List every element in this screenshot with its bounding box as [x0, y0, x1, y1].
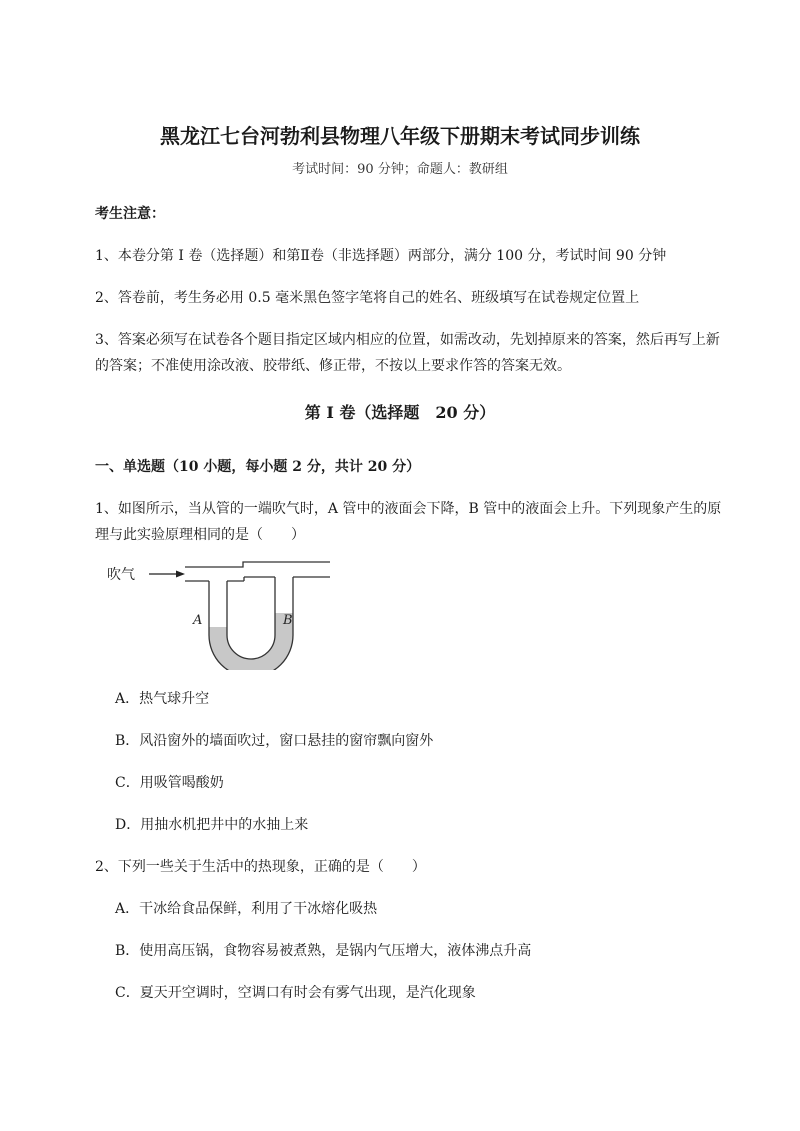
option-d[interactable]: D．用抽水机把井中的水抽上来 [115, 817, 309, 833]
option-c[interactable]: C．用吸管喝酸奶 [115, 775, 224, 791]
option-b[interactable]: B．使用高压锅，食物容易被煮熟，是锅内气压增大，液体沸点升高 [115, 943, 532, 959]
notice-heading: 考生注意： [95, 206, 165, 222]
question-1-stem: 1、如图所示，当从管的一端吹气时，A 管中的液面会下降，B 管中的液面会上升。下列现象产生的原 [95, 501, 722, 517]
question-2-stem: 2、下列一些关于生活中的热现象，正确的是（ ） [95, 859, 426, 875]
question-1-stem-continued: 理与此实验原理相同的是（ ） [95, 527, 305, 543]
u-tube-figure [105, 555, 345, 670]
blow-label: 吹气 [107, 567, 135, 583]
option-b[interactable]: B．风沿窗外的墙面吹过，窗口悬挂的窗帘飘向窗外 [115, 733, 434, 749]
notice-item-continued: 的答案；不准使用涂改液、胶带纸、修正带，不按以上要求作答的答案无效。 [95, 358, 571, 374]
label-b: B [283, 613, 293, 628]
page-title: 黑龙江七台河勃利县物理八年级下册期末考试同步训练 [160, 124, 640, 148]
part-title: 一、单选题（10 小题，每小题 2 分，共计 20 分） [95, 459, 421, 475]
option-a[interactable]: A．干冰给食品保鲜，利用了干冰熔化吸热 [115, 901, 378, 917]
label-a: A [193, 613, 203, 628]
notice-item: 2、答卷前，考生务必用 0.5 毫米黑色签字笔将自己的姓名、班级填写在试卷规定位置上 [95, 290, 640, 306]
section-title: 第 I 卷（选择题 20 分） [304, 403, 496, 422]
notice-item: 3、答案必须写在试卷各个题目指定区域内相应的位置，如需改动，先划掉原来的答案，然后再写上新 [95, 332, 720, 348]
option-a[interactable]: A．热气球升空 [115, 691, 210, 707]
exam-info: 考试时间：90 分钟；命题人：教研组 [292, 162, 508, 177]
option-c[interactable]: C．夏天开空调时，空调口有时会有雾气出现，是汽化现象 [115, 985, 476, 1001]
notice-item: 1、本卷分第 I 卷（选择题）和第Ⅱ卷（非选择题）两部分，满分 100 分，考试时间 90 分钟 [95, 248, 667, 264]
arrow-head-icon [176, 571, 185, 578]
